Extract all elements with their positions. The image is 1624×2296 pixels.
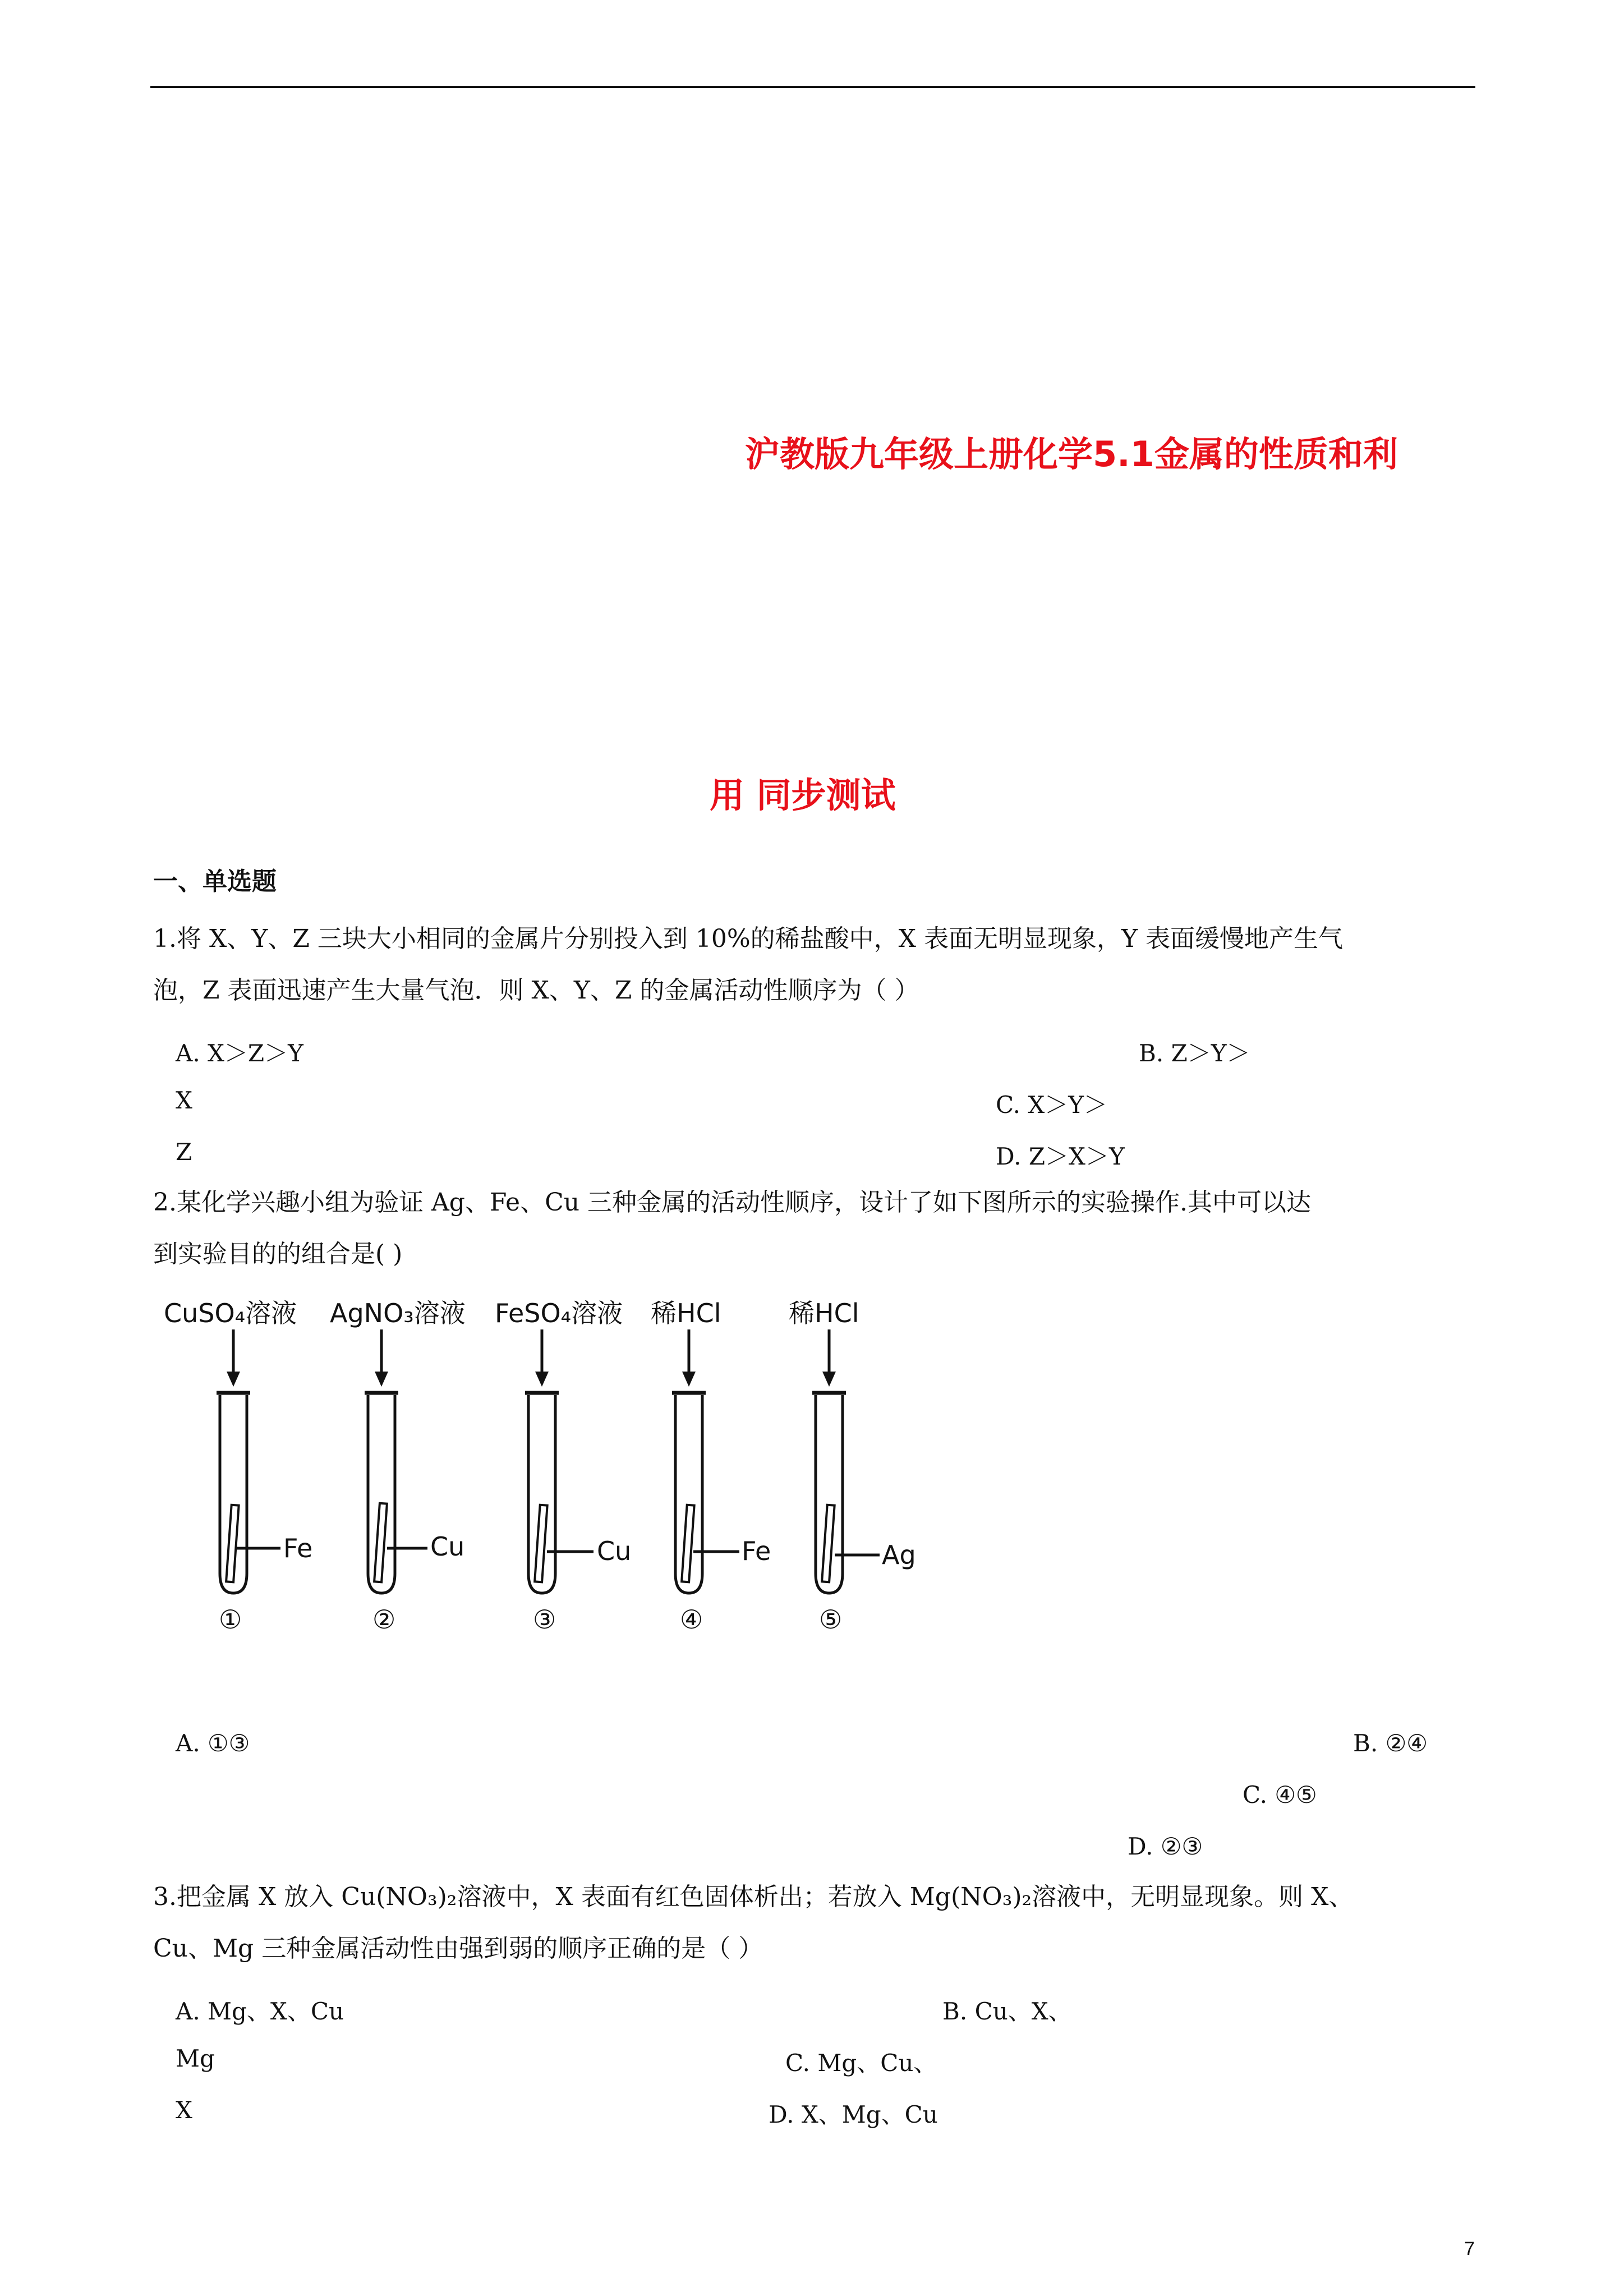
test-tube-5 [812,1329,880,1593]
q2-option-d: D. ②③ [1128,1833,1203,1860]
q3-line-1: 3.把金属 X 放入 Cu(NO₃)₂溶液中，X 表面有红色固体析出；若放入 Mg(NO₃)₂溶液中，无明显现象。则 X、 [153,1883,1354,1911]
tube-4-metal: Fe [742,1536,771,1566]
tube-2-metal: Cu [430,1531,465,1562]
q1-option-c-cont: Z [176,1138,192,1166]
q2-line-2: 到实验目的的组合是( ) [153,1240,403,1268]
section-heading: 一、单选题 [153,867,277,896]
test-tube-4 [672,1329,739,1593]
tube-1-reagent: CuSO₄溶液 [164,1298,297,1328]
q1-option-b: B. Z＞Y＞ [1139,1039,1250,1067]
q3-option-b: B. Cu、X、 [942,1998,1072,2025]
q3-option-a: A. Mg、X、Cu [176,1998,344,2025]
tube-4-number: ④ [680,1604,703,1635]
tube-1-metal: Fe [283,1533,313,1563]
tube-3-metal: Cu [597,1536,632,1566]
q1-option-c: C. X＞Y＞ [996,1091,1107,1119]
q3-option-c: C. Mg、Cu、 [785,2049,937,2077]
tube-5-metal: Ag [882,1540,916,1570]
title-line-1: 沪教版九年级上册化学5.1金属的性质和利 [745,434,1398,475]
q1-option-d: D. Z＞X＞Y [996,1143,1125,1170]
q1-line-2: 泡，Z 表面迅速产生大量气泡．则 X、Y、Z 的金属活动性顺序为（ ） [153,976,919,1005]
q2-option-a: A. ①③ [176,1729,250,1757]
q2-option-b: B. ②④ [1353,1729,1428,1757]
q2-option-c: C. ④⑤ [1243,1781,1317,1809]
tube-5-reagent: 稀HCl [789,1298,859,1328]
test-tube-1 [217,1329,280,1593]
tube-2-number: ② [372,1604,396,1635]
q1-option-b-cont: X [176,1087,192,1114]
q3-option-c-cont: X [176,2096,192,2124]
q2-line-1: 2.某化学兴趣小组为验证 Ag、Fe、Cu 三种金属的活动性顺序，设计了如下图所示的实验操作.其中可以达 [153,1188,1312,1217]
q1-option-a: A. X＞Z＞Y [176,1039,303,1067]
test-tube-2 [365,1329,427,1593]
tube-1-number: ① [219,1604,242,1635]
test-tube-3 [525,1329,594,1593]
tube-2-reagent: AgNO₃溶液 [330,1298,466,1328]
page-number: 7 [1464,2238,1475,2260]
title-line-2: 用 同步测试 [710,775,896,816]
q3-option-d: D. X、Mg、Cu [769,2101,938,2128]
q1-line-1: 1.将 X、Y、Z 三块大小相同的金属片分别投入到 10%的稀盐酸中，X 表面无明显现象，Y 表面缓慢地产生气 [153,924,1344,953]
tube-4-reagent: 稀HCl [651,1298,721,1328]
tube-3-reagent: FeSO₄溶液 [495,1298,623,1328]
q3-option-b-cont: Mg [176,2045,215,2072]
q3-line-2: Cu、Mg 三种金属活动性由强到弱的顺序正确的是（ ） [153,1934,763,1963]
tube-5-number: ⑤ [819,1604,843,1635]
tube-3-number: ③ [533,1604,556,1635]
